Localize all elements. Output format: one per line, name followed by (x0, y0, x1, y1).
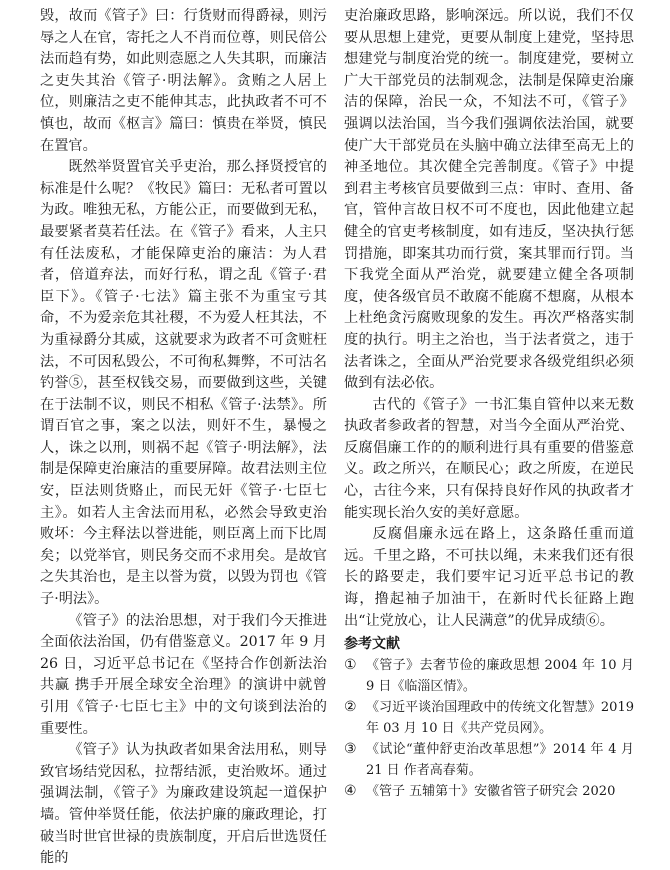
paragraph-6: 古代的《管子》一书汇集自管仲以来无数执政者参政者的智慧，对当今全面从严治党、反腐倡廉工作的的顺利进行具有重要的借鉴意义。政之所兴，在顺民心；政之所废，在逆民心，古往今来，只有保持良好作风的执政者才能实现长治久安的美好意愿。 (344, 396, 634, 521)
reference-item (344, 781, 634, 802)
paragraph-5: 吏治廉政思路，影响深远。所以说，我们不仅要从思想上建党，更要从制度上建党，坚持思想建党与制度治党的统一。制度建党，要树立广大干部党员的法制观念，法制是保障吏治廉洁的保障，治民一众，不知法不可，《管子》强调以法治国，当今我们强调依法治国，就要使广大干部党员在头脑中确立法律至高无上的神圣地位。其次健全完善制度。《管子》中提到君主考核官员要做到三点：审时、查用、备官，管仲言故日权不可不度也，因此他建立起健全的官吏考核制度，如有违反，坚决执行惩罚措施，即案其功而行赏，案其罪而行罚。当下我党全面从严治党，就要建立健全各项制度，使各级官员不敢腐不能腐不想腐，从根本上杜绝贪污腐败现象的发生。再次严格落实制度的执行。明主之治也，当于法者赏之，违于法者诛之，全面从严治党要求各级党组织必须做到有法必依。 (344, 8, 634, 392)
reference-number: ② (344, 699, 357, 716)
paragraph-4: 《管子》认为执政者如果舍法用私，则导致官场结党因私，拉帮结派，吏治败坏。通过强调法制，《管子》为廉政建设筑起一道保护墙。管仲举贤任能，依法护廉的廉政理论，打破当时世官世禄的贵族制度，开启后世选贤任能的 (40, 742, 327, 867)
paragraph-7: 反腐倡廉永远在路上，这条路任重而道远。千里之路，不可扶以绳，未来我们还有很长的路要走，我们要牢记习近平总书记的教诲，撸起袖子加油干，在新时代长征路上跑出“让党放心，让人民满意”的优异成绩⑥。 (344, 526, 634, 629)
reference-text: 《习近平谈治国理政中的传统文化智慧》2019 年 03 月 10 日《共产党员网》。 (366, 700, 634, 737)
references-heading: 参考文献 (344, 636, 400, 653)
reference-text: 《试论“董仲舒吏治改革思想”》2014 年 4 月 21 日 作者高春菊。 (366, 742, 634, 779)
left-column (40, 6, 327, 870)
reference-item (344, 739, 634, 781)
reference-number: ① (344, 657, 357, 674)
paragraph-3: 《管子》的法治思想，对于我们今天推进全面依法治国，仍有借鉴意义。2017 年 9 月 26 日，习近平总书记在《坚持合作创新法治共赢 携手开展全球安全治理》的演讲中就曾引用《管子·七臣七主》中的文句谈到法治的重要性。 (40, 612, 327, 737)
paragraph-2: 既然举贤置官关乎吏治，那么择贤授官的标准是什么呢？《牧民》篇曰：无私者可置以为政。唯独无私，方能公正，而要做到无私，最要紧者莫若任法。在《管子》看来，人主只有任法废私，才能保障吏治的廉洁：为人君者，倍道弃法，而好行私，谓之乱《管子·君臣下》。《管子·七法》篇主张不为重宝亏其命，不为爱亲危其社稷，不为爱人枉其法，不为重禄爵分其威，这就要求为政者不可贪赃枉法，不可因私毁公，不可徇私舞弊，不可沽名钓誉⑤，甚至权钱交易，而要做到这些，关键在于法制不议，则民不相私《管子·法禁》。所谓百官之事，案之以法，则奸不生，暴慢之人，诛之以刑，则祸不起《管子·明法解》，法制是保障吏治廉洁的重要屏障。故君法则主位安，臣法则货赂止，而民无奸《管子·七臣七主》。如若人主舍法而用私，必然会导致吏治败坏：今主释法以誉进能，则臣离上而下比周矣；以党举官，则民务交而不求用矣。是故官之失其治也，是主以誉为赏，以毁为罚也《管子·明法》。 (40, 159, 327, 608)
reference-item (344, 655, 634, 697)
reference-text: 《管子 五辅第十》安徽省管子研究会 2020 (366, 784, 616, 800)
reference-item (344, 697, 634, 739)
reference-number: ④ (344, 783, 357, 800)
reference-number: ③ (344, 741, 357, 758)
right-column (344, 6, 634, 802)
paragraph-1: 毁，故而《管子》曰：行货财而得爵禄，则污辱之人在官，寄托之人不肖而位尊，则民倍公法而趋有势，如此则悫愿之人失其职，而廉洁之吏失其治《管子·明法解》。贪贿之人居上位，则廉洁之吏不能伸其志，此执政者不可不慎也，故而《枢言》篇曰：慎贵在举贤，慎民在置官。 (40, 8, 327, 154)
reference-text: 《管子》去奢节俭的廉政思想 2004 年 10 月 9 日《临淄区情》。 (366, 658, 634, 695)
